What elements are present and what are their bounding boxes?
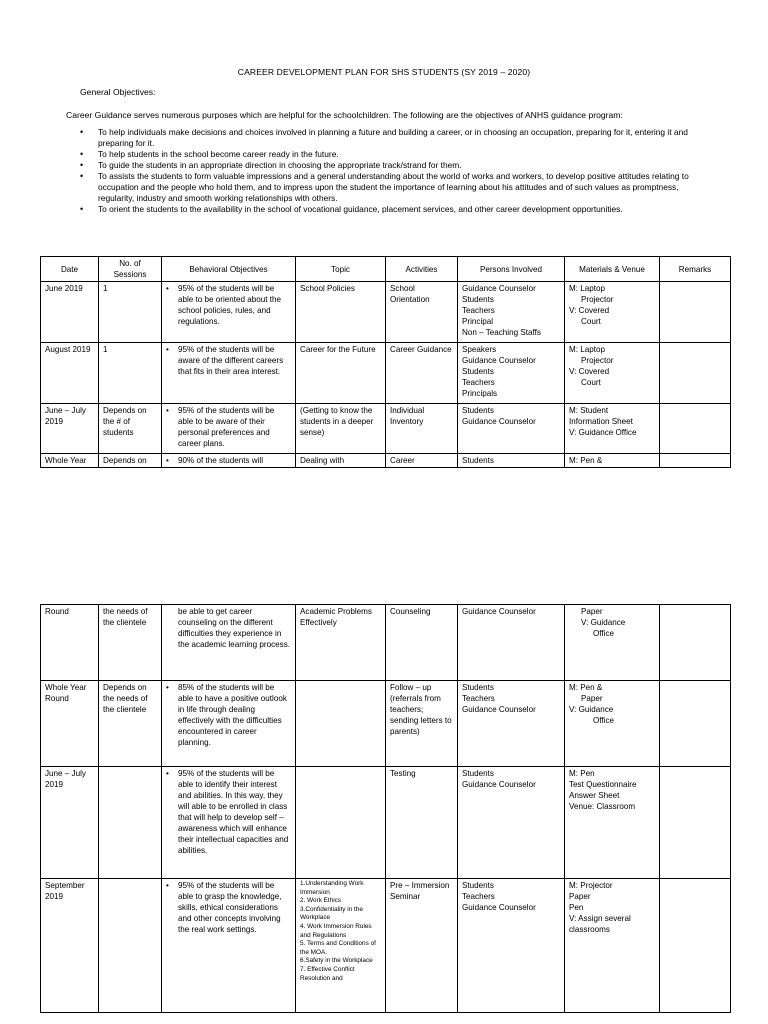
cell-persons xyxy=(458,404,565,454)
intro-paragraph: Career Guidance serves numerous purposes which are helpful for the schoolchildren. The following are the objectives of ANHS guidance program: xyxy=(66,110,623,120)
cell-activities: Testing xyxy=(386,767,458,879)
table-row xyxy=(41,343,731,404)
person: Students xyxy=(462,456,494,465)
header-persons: Persons Involved xyxy=(458,257,565,282)
cell-topic: (Getting to know the students in a deeper sense) xyxy=(296,404,386,454)
person: Teachers xyxy=(462,378,495,387)
table-row xyxy=(41,605,731,681)
person: Speakers xyxy=(462,345,497,354)
cell-objective: be able to get career counseling on the different difficulties they experience in the academic learning process. xyxy=(162,605,296,681)
topic-item: 6.Safety in the Workplace xyxy=(300,957,373,965)
material: V: Guidance xyxy=(581,618,626,627)
cell-materials xyxy=(565,343,660,404)
material: Paper xyxy=(581,607,603,616)
cell-persons xyxy=(458,605,565,681)
header-sessions: No. of Sessions xyxy=(99,257,162,282)
cell-persons xyxy=(458,343,565,404)
cell-persons xyxy=(458,454,565,468)
cell-date: Round xyxy=(41,605,99,681)
table-row xyxy=(41,404,731,454)
cell-persons xyxy=(458,282,565,343)
objective-item: • To help students in the school become career ready in the future. xyxy=(80,149,710,160)
material: Office xyxy=(593,716,614,725)
career-plan-table-part-1 xyxy=(40,256,731,468)
topic-item: 5. Terms and Conditions of the MOA. xyxy=(300,940,376,956)
cell-topic xyxy=(296,879,386,1013)
objective-item: • To assists the students to form valuable impressions and a general understanding about the world of works and workers, to develop positive attitudes relating to occupation and the people who hold them, and to impress upon the student the importance of learning about his attitudes and of such values as promptness, regularity, industry and smooth working relationships with others. xyxy=(80,171,710,204)
career-plan-table-part-2 xyxy=(40,604,731,1013)
person: Teachers xyxy=(462,892,495,901)
cell-sessions: Depends on the needs of the clientele xyxy=(99,681,162,767)
objective-item: • To orient the students to the availability in the school of vocational guidance, placement services, and other career development opportunities. xyxy=(80,204,710,215)
material: M: Laptop xyxy=(569,345,605,354)
person: Principal xyxy=(462,317,494,326)
cell-sessions: 1 xyxy=(99,282,162,343)
material: V: Guidance Office xyxy=(569,428,637,437)
cell-date: Whole Year xyxy=(41,454,99,468)
person: Students xyxy=(462,683,494,692)
cell-persons xyxy=(458,879,565,1013)
material: Venue: Classroom xyxy=(569,802,636,811)
person: Students xyxy=(462,367,494,376)
cell-remarks xyxy=(660,879,731,1013)
table-row xyxy=(41,767,731,879)
cell-date: June – July 2019 xyxy=(41,767,99,879)
cell-topic: Career for the Future xyxy=(296,343,386,404)
cell-materials xyxy=(565,454,660,468)
cell-sessions xyxy=(99,879,162,1013)
person: Teachers xyxy=(462,306,495,315)
material: Information Sheet xyxy=(569,417,633,426)
table-row xyxy=(41,879,731,1013)
material: M: Laptop xyxy=(569,284,605,293)
header-objectives: Behavioral Objectives xyxy=(162,257,296,282)
objective-item: • To help individuals make decisions and choices involved in planning a future and building a career, or in choosing an occupation, preparing for it, entering it and preparing for it. xyxy=(80,127,710,149)
person: Students xyxy=(462,881,494,890)
person: Guidance Counselor xyxy=(462,903,536,912)
cell-objective: • 85% of the students will be able to have a positive outlook in life through dealing effectively with the difficulties encountered in career planning. xyxy=(162,681,296,767)
cell-materials xyxy=(565,681,660,767)
material: V: Assign several classrooms xyxy=(569,914,631,934)
cell-remarks xyxy=(660,454,731,468)
cell-date: June – July 2019 xyxy=(41,404,99,454)
material: V: Covered xyxy=(569,367,610,376)
cell-activities: Career Guidance xyxy=(386,343,458,404)
material: V: Guidance xyxy=(569,705,614,714)
material: Office xyxy=(593,629,614,638)
person: Non – Teaching Staffs xyxy=(462,328,541,337)
cell-materials xyxy=(565,767,660,879)
cell-objective: • 95% of the students will be able to identify their interest and abilities. In this way, they will able to be enrolled in class that will help to develop self – awareness which will enhance their intellectual capacities and abilities. xyxy=(162,767,296,879)
cell-activities: Follow – up (referrals from teachers; sending letters to parents) xyxy=(386,681,458,767)
cell-sessions xyxy=(99,767,162,879)
material: V: Covered xyxy=(569,306,610,315)
table-header-row xyxy=(41,257,731,282)
header-activities: Activities xyxy=(386,257,458,282)
person: Students xyxy=(462,406,494,415)
material: Paper xyxy=(581,694,603,703)
cell-topic xyxy=(296,681,386,767)
cell-objective: • 95% of the students will be aware of the different careers that fits in their area interest. xyxy=(162,343,296,404)
cell-topic: Dealing with xyxy=(296,454,386,468)
cell-materials xyxy=(565,404,660,454)
cell-sessions: Depends on the # of students xyxy=(99,404,162,454)
cell-sessions: the needs of the clientele xyxy=(99,605,162,681)
cell-activities: Individual Inventory xyxy=(386,404,458,454)
person: Guidance Counselor xyxy=(462,417,536,426)
cell-materials xyxy=(565,605,660,681)
material: Answer Sheet xyxy=(569,791,620,800)
material: Test Questionnaire xyxy=(569,780,637,789)
cell-objective: • 95% of the students will be able to be aware of their personal preferences and career plans. xyxy=(162,404,296,454)
header-remarks: Remarks xyxy=(660,257,731,282)
topic-item: 3.Confidentiality in the Workplace xyxy=(300,905,363,922)
cell-sessions: Depends on xyxy=(99,454,162,468)
person: Students xyxy=(462,295,494,304)
person: Teachers xyxy=(462,694,495,703)
cell-date: August 2019 xyxy=(41,343,99,404)
material: Projector xyxy=(581,295,614,304)
cell-sessions: 1 xyxy=(99,343,162,404)
cell-topic: School Policies xyxy=(296,282,386,343)
person: Students xyxy=(462,769,494,778)
topic-item: 1.Understanding Work Immersion xyxy=(300,880,364,896)
cell-activities: Pre – Immersion Seminar xyxy=(386,879,458,1013)
cell-remarks xyxy=(660,681,731,767)
person: Guidance Counselor xyxy=(462,284,536,293)
cell-remarks xyxy=(660,767,731,879)
person: Guidance Counselor xyxy=(462,607,536,616)
material: M: Student xyxy=(569,406,609,415)
material: M: Pen xyxy=(569,769,595,778)
cell-persons xyxy=(458,767,565,879)
person: Principals xyxy=(462,389,498,398)
cell-objective: • 95% of the students will be able to be oriented about the school policies, rules, and regulations. xyxy=(162,282,296,343)
table-row xyxy=(41,681,731,767)
page-gap xyxy=(0,540,768,548)
material: Court xyxy=(581,378,601,387)
cell-activities: Career xyxy=(386,454,458,468)
material: Court xyxy=(581,317,601,326)
material: Projector xyxy=(581,356,614,365)
topic-item: 4. Work Immersion Rules and Regulations xyxy=(300,922,372,939)
cell-date: June 2019 xyxy=(41,282,99,343)
person: Guidance Counselor xyxy=(462,780,536,789)
cell-topic: Academic Problems Effectively xyxy=(296,605,386,681)
cell-remarks xyxy=(660,282,731,343)
header-materials: Materials & Venue xyxy=(565,257,660,282)
cell-topic xyxy=(296,767,386,879)
topic-item: 7. Effective Conflict Resolution and xyxy=(300,965,355,982)
person: Guidance Counselor xyxy=(462,356,536,365)
cell-remarks xyxy=(660,343,731,404)
topic-item: 2. Work Ethics xyxy=(300,897,342,905)
cell-activities: School Orientation xyxy=(386,282,458,343)
material: M: Pen & xyxy=(569,683,603,692)
objectives-list xyxy=(80,127,710,215)
objective-item: • To guide the students in an appropriate direction in choosing the appropriate track/strand for them. xyxy=(80,160,710,171)
cell-remarks xyxy=(660,605,731,681)
table-row xyxy=(41,454,731,468)
header-topic: Topic xyxy=(296,257,386,282)
cell-persons xyxy=(458,681,565,767)
cell-remarks xyxy=(660,404,731,454)
material: Pen xyxy=(569,903,584,912)
header-date: Date xyxy=(41,257,99,282)
person: Guidance Counselor xyxy=(462,705,536,714)
material: M: Pen & xyxy=(569,456,603,465)
material: Paper xyxy=(569,892,591,901)
cell-activities: Counseling xyxy=(386,605,458,681)
cell-date: Whole Year Round xyxy=(41,681,99,767)
document-title: CAREER DEVELOPMENT PLAN FOR SHS STUDENTS (SY 2019 – 2020) xyxy=(237,67,531,77)
cell-objective: • 95% of the students will be able to grasp the knowledge, skills, ethical considerations and other concepts involving the real work settings. xyxy=(162,879,296,1013)
cell-materials xyxy=(565,879,660,1013)
cell-objective: • 90% of the students will xyxy=(162,454,296,468)
table-row xyxy=(41,282,731,343)
material: M: Projector xyxy=(569,881,613,890)
general-objectives-label: General Objectives: xyxy=(80,87,156,97)
cell-materials xyxy=(565,282,660,343)
cell-date: September 2019 xyxy=(41,879,99,1013)
